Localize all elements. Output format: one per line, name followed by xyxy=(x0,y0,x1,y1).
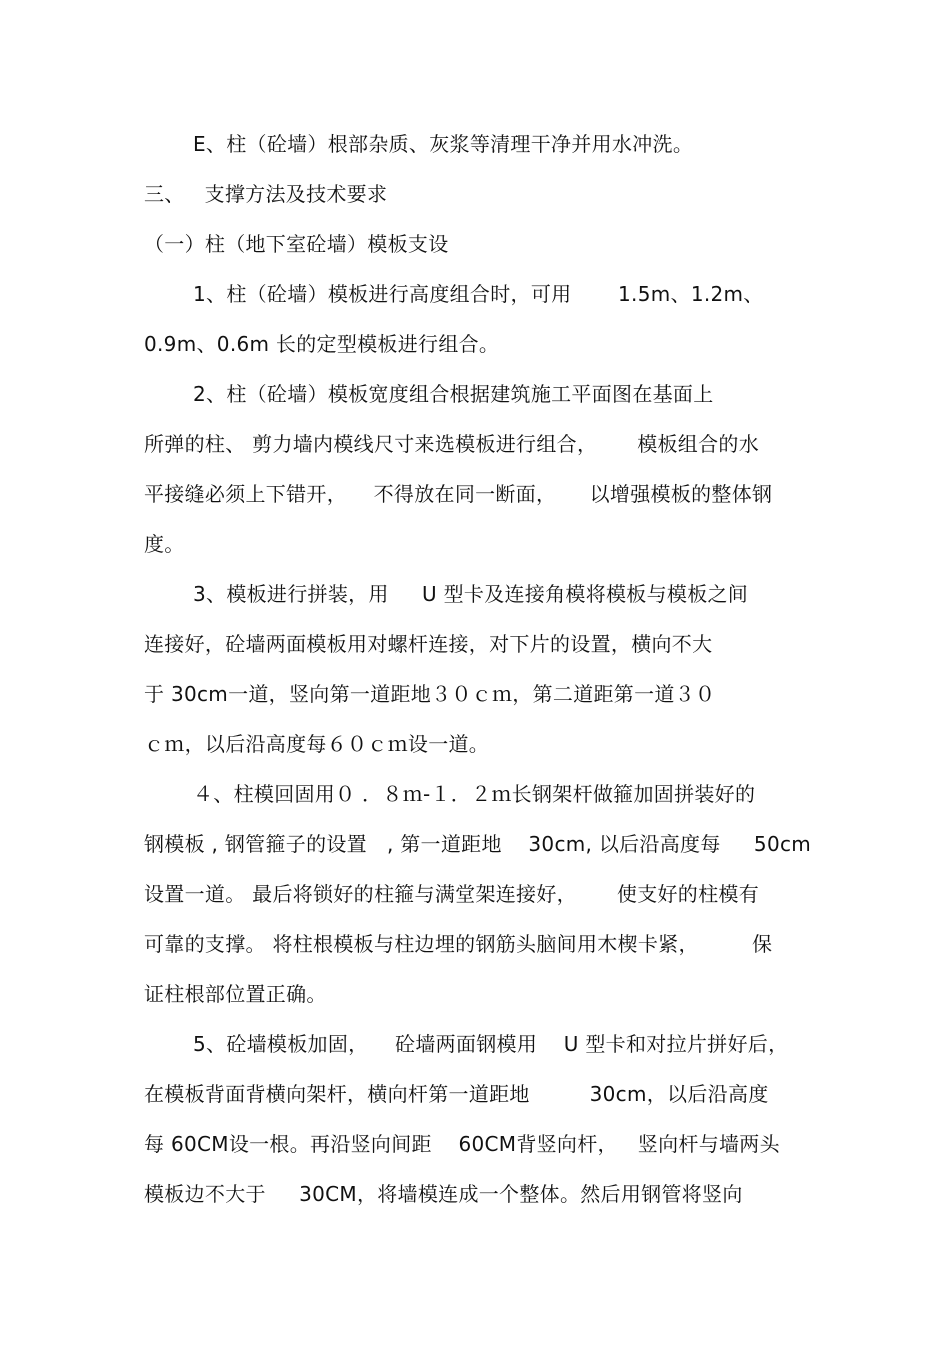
text-line-5: 0.9m、0.6m 长的定型模板进行组合。 xyxy=(144,332,500,356)
text-line-12: 于 30cm一道，竖向第一道距地３０ｃｍ，第二道距第一道３０ xyxy=(144,682,716,706)
text-line-15: 钢模板 , 钢管箍子的设置 , 第一道距地 30cm, 以后沿高度每 50cm xyxy=(144,832,812,856)
text-line-10: 3、模板进行拼装，用 U 型卡及连接角模将模板与模板之间 xyxy=(193,582,749,606)
text-line-9: 度。 xyxy=(144,532,185,556)
text-line-13: ｃｍ，以后沿高度每６０ｃｍ设一道。 xyxy=(144,732,490,756)
text-line-18: 证柱根部位置正确。 xyxy=(144,982,327,1006)
text-line-6: 2、柱（砼墙）模板宽度组合根据建筑施工平面图在基面上 xyxy=(193,382,714,406)
text-line-16: 设置一道。 最后将锁好的柱箍与满堂架连接好， 使支好的柱模有 xyxy=(144,882,760,906)
text-line-14: ４、柱模回固用０ ．８ｍ-１．２ｍ长钢架杆做箍加固拼装好的 xyxy=(193,782,756,806)
text-line-19: 5、砼墙模板加固， 砼墙两面钢模用 U 型卡和对拉片拼好后， xyxy=(193,1032,789,1056)
text-line-1: E、柱（砼墙）根部杂质、灰浆等清理干净并用水冲洗。 xyxy=(193,132,694,156)
text-line-7: 所弹的柱、 剪力墙内模线尺寸来选模板进行组合， 模板组合的水 xyxy=(144,432,760,456)
text-line-11: 连接好，砼墙两面模板用对螺杆连接，对下片的设置，横向不大 xyxy=(144,632,713,656)
text-line-20: 在模板背面背横向架杆，横向杆第一道距地 30cm，以后沿高度 xyxy=(144,1082,769,1106)
text-line-8: 平接缝必须上下错开， 不得放在同一断面， 以增强模板的整体钢 xyxy=(144,482,773,506)
text-line-22: 模板边不大于 30CM，将墙模连成一个整体。然后用钢管将竖向 xyxy=(144,1182,743,1206)
section-heading: 三、 支撑方法及技术要求 xyxy=(144,182,388,206)
text-line-17: 可靠的支撑。 将柱根模板与柱边埋的钢筋头脑间用木楔卡紧， 保 xyxy=(144,932,773,956)
subsection-heading: （一）柱（地下室砼墙）模板支设 xyxy=(144,232,449,256)
text-line-4: 1、柱（砼墙）模板进行高度组合时，可用 1.5m、1.2m、 xyxy=(193,282,764,306)
text-line-21: 每 60CM设一根。再沿竖向间距 60CM背竖向杆， 竖向杆与墙两头 xyxy=(144,1132,780,1156)
